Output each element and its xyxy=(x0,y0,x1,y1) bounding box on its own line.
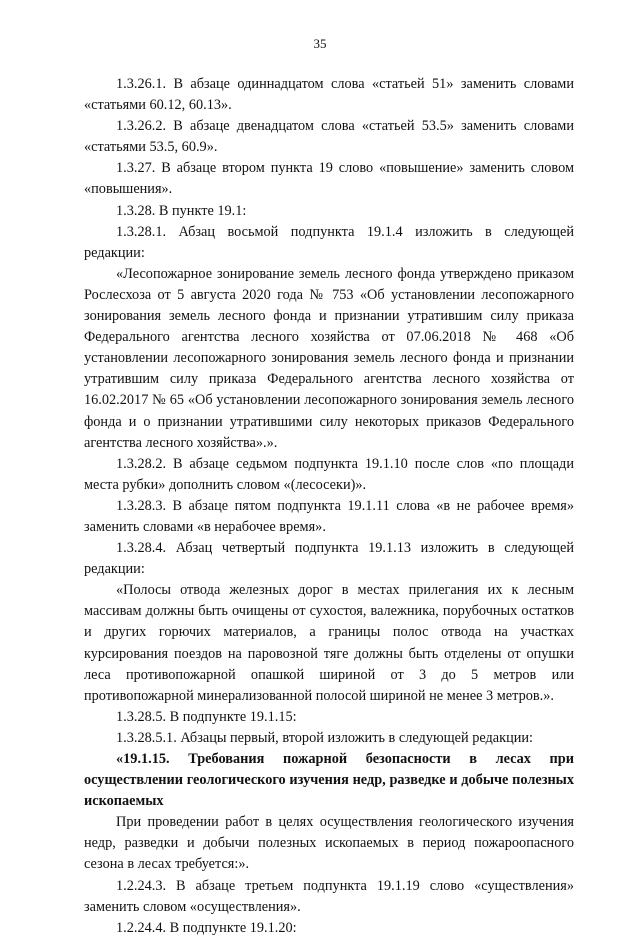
paragraph-1-2-24-4: 1.2.24.4. В подпункте 19.1.20: xyxy=(116,919,297,936)
paragraph-1-3-26-1: 1.3.26.1. В абзаце одиннадцатом слова «статьей 51» заменить словами «статьями 60.12, 60.13». xyxy=(84,76,574,114)
quote-geological: При проведении работ в целях осуществления геологического изучения недр, разведки и добычи полезных ископаемых в период пожароопасного сезона в лесах требуется:». xyxy=(84,814,574,873)
paragraph-1-2-24-3: 1.2.24.3. В абзаце третьем подпункта 19.1.19 слово «существления» заменить словом «осуществления». xyxy=(84,877,574,915)
document-body xyxy=(84,74,574,939)
paragraph-1-3-26-2: 1.3.26.2. В абзаце двенадцатом слова «статьей 53.5» заменить словами «статьями 53.5, 60.9». xyxy=(84,118,574,156)
heading-19-1-15: «19.1.15. Требования пожарной безопасности в лесах при осуществлении геологического изучения недр, разведке и добыче полезных ископаемых xyxy=(84,751,574,810)
paragraph-1-3-28-5: 1.3.28.5. В подпункте 19.1.15: xyxy=(116,708,297,725)
paragraph-1-3-28-3: 1.3.28.3. В абзаце пятом подпункта 19.1.11 слова «в не рабочее время» заменить словами «в нерабочее время». xyxy=(84,497,574,535)
paragraph-1-3-28: 1.3.28. В пункте 19.1: xyxy=(116,202,247,219)
paragraph-1-3-28-5-1: 1.3.28.5.1. Абзацы первый, второй изложить в следующей редакции: xyxy=(116,729,533,746)
quote-zoning: «Лесопожарное зонирование земель лесного фонда утверждено приказом Рослесхоза от 5 августа 2020 года № 753 «Об установлении лесопожарного зонирования земель лесного фонда и признании утратившим силу приказа Федерального агентства лесного хозяйства от 07.06.2018 № 468 «Об установлении лесопожарного зонирования земель лесного фонда и признании утратившим силу приказа Федерального агентства лесного хозяйства от 16.02.2017 № 65 «Об установлении лесопожарного зонирования земель лесного фонда и о признании утратившими силу некоторых приказов Федерального агентства лесного хозяйства».». xyxy=(84,265,574,451)
paragraph-1-3-27: 1.3.27. В абзаце втором пункта 19 слово «повышение» заменить словом «повышения». xyxy=(84,160,574,198)
quote-railway-strips: «Полосы отвода железных дорог в местах прилегания их к лесным массивам должны быть очищены от сухостоя, валежника, порубочных остатков и других горючих материалов, а границы полос отвода на участках курсирования поездов на паровозной тяге должны быть отделены от опушки леса противопожарной опашкой шириной от 3 до 5 метров или противопожарной минерализованной полосой шириной не менее 3 метров.». xyxy=(84,582,574,704)
paragraph-1-3-28-1: 1.3.28.1. Абзац восьмой подпункта 19.1.4 изложить в следующей редакции: xyxy=(84,223,574,261)
page-number: 35 xyxy=(313,36,327,51)
paragraph-1-3-28-4: 1.3.28.4. Абзац четвертый подпункта 19.1.13 изложить в следующей редакции: xyxy=(84,540,574,578)
paragraph-1-3-28-2: 1.3.28.2. В абзаце седьмом подпункта 19.1.10 после слов «по площади места рубки» дополнить словом «(лесосеки)». xyxy=(84,455,574,493)
